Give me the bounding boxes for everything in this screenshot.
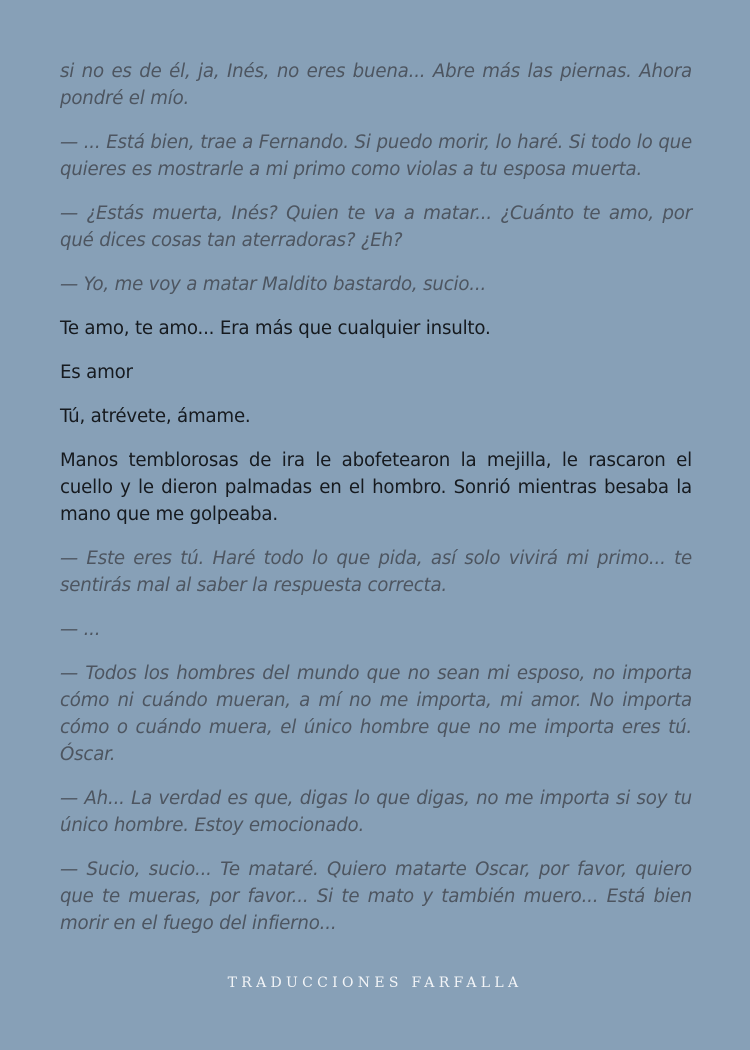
narration-paragraph: Es amor xyxy=(60,362,133,383)
narration-paragraph: Tú, atrévete, ámame. xyxy=(60,406,251,427)
book-page-body xyxy=(60,58,692,954)
dialogue-paragraph: — ... Está bien, trae a Fernando. Si puedo morir, lo haré. Si todo lo que quieres es mostrarle a mi primo como violas a tu esposa muerta. xyxy=(60,132,692,180)
dialogue-paragraph: — Sucio, sucio... Te mataré. Quiero matarte Oscar, por favor, quiero que te mueras, por favor... Si te mato y también muero... Está bien morir en el fuego del infierno... xyxy=(60,859,692,934)
page-footer-credit: TRADUCCIONES FARFALLA xyxy=(227,975,523,991)
dialogue-paragraph: si no es de él, ja, Inés, no eres buena... Abre más las piernas. Ahora pondré el mío. xyxy=(60,61,692,109)
dialogue-paragraph: — Este eres tú. Haré todo lo que pida, así solo vivirá mi primo... te sentirás mal al saber la respuesta correcta. xyxy=(60,548,692,596)
dialogue-paragraph: — Ah... La verdad es que, digas lo que digas, no me importa si soy tu único hombre. Estoy emocionado. xyxy=(60,788,692,836)
narration-paragraph: Manos temblorosas de ira le abofetearon la mejilla, le rascaron el cuello y le dieron palmadas en el hombro. Sonrió mientras besaba la mano que me golpeaba. xyxy=(60,450,692,525)
dialogue-paragraph: — ... xyxy=(60,619,101,640)
dialogue-paragraph: — ¿Estás muerta, Inés? Quien te va a matar... ¿Cuánto te amo, por qué dices cosas tan aterradoras? ¿Eh? xyxy=(60,203,692,251)
dialogue-paragraph: — Todos los hombres del mundo que no sean mi esposo, no importa cómo ni cuándo mueran, a mí no me importa, mi amor. No importa cómo o cuándo muera, el único hombre que no me importa eres tú. Óscar. xyxy=(60,663,692,765)
dialogue-paragraph: — Yo, me voy a matar Maldito bastardo, sucio... xyxy=(60,274,487,295)
narration-paragraph: Te amo, te amo... Era más que cualquier insulto. xyxy=(60,318,491,339)
